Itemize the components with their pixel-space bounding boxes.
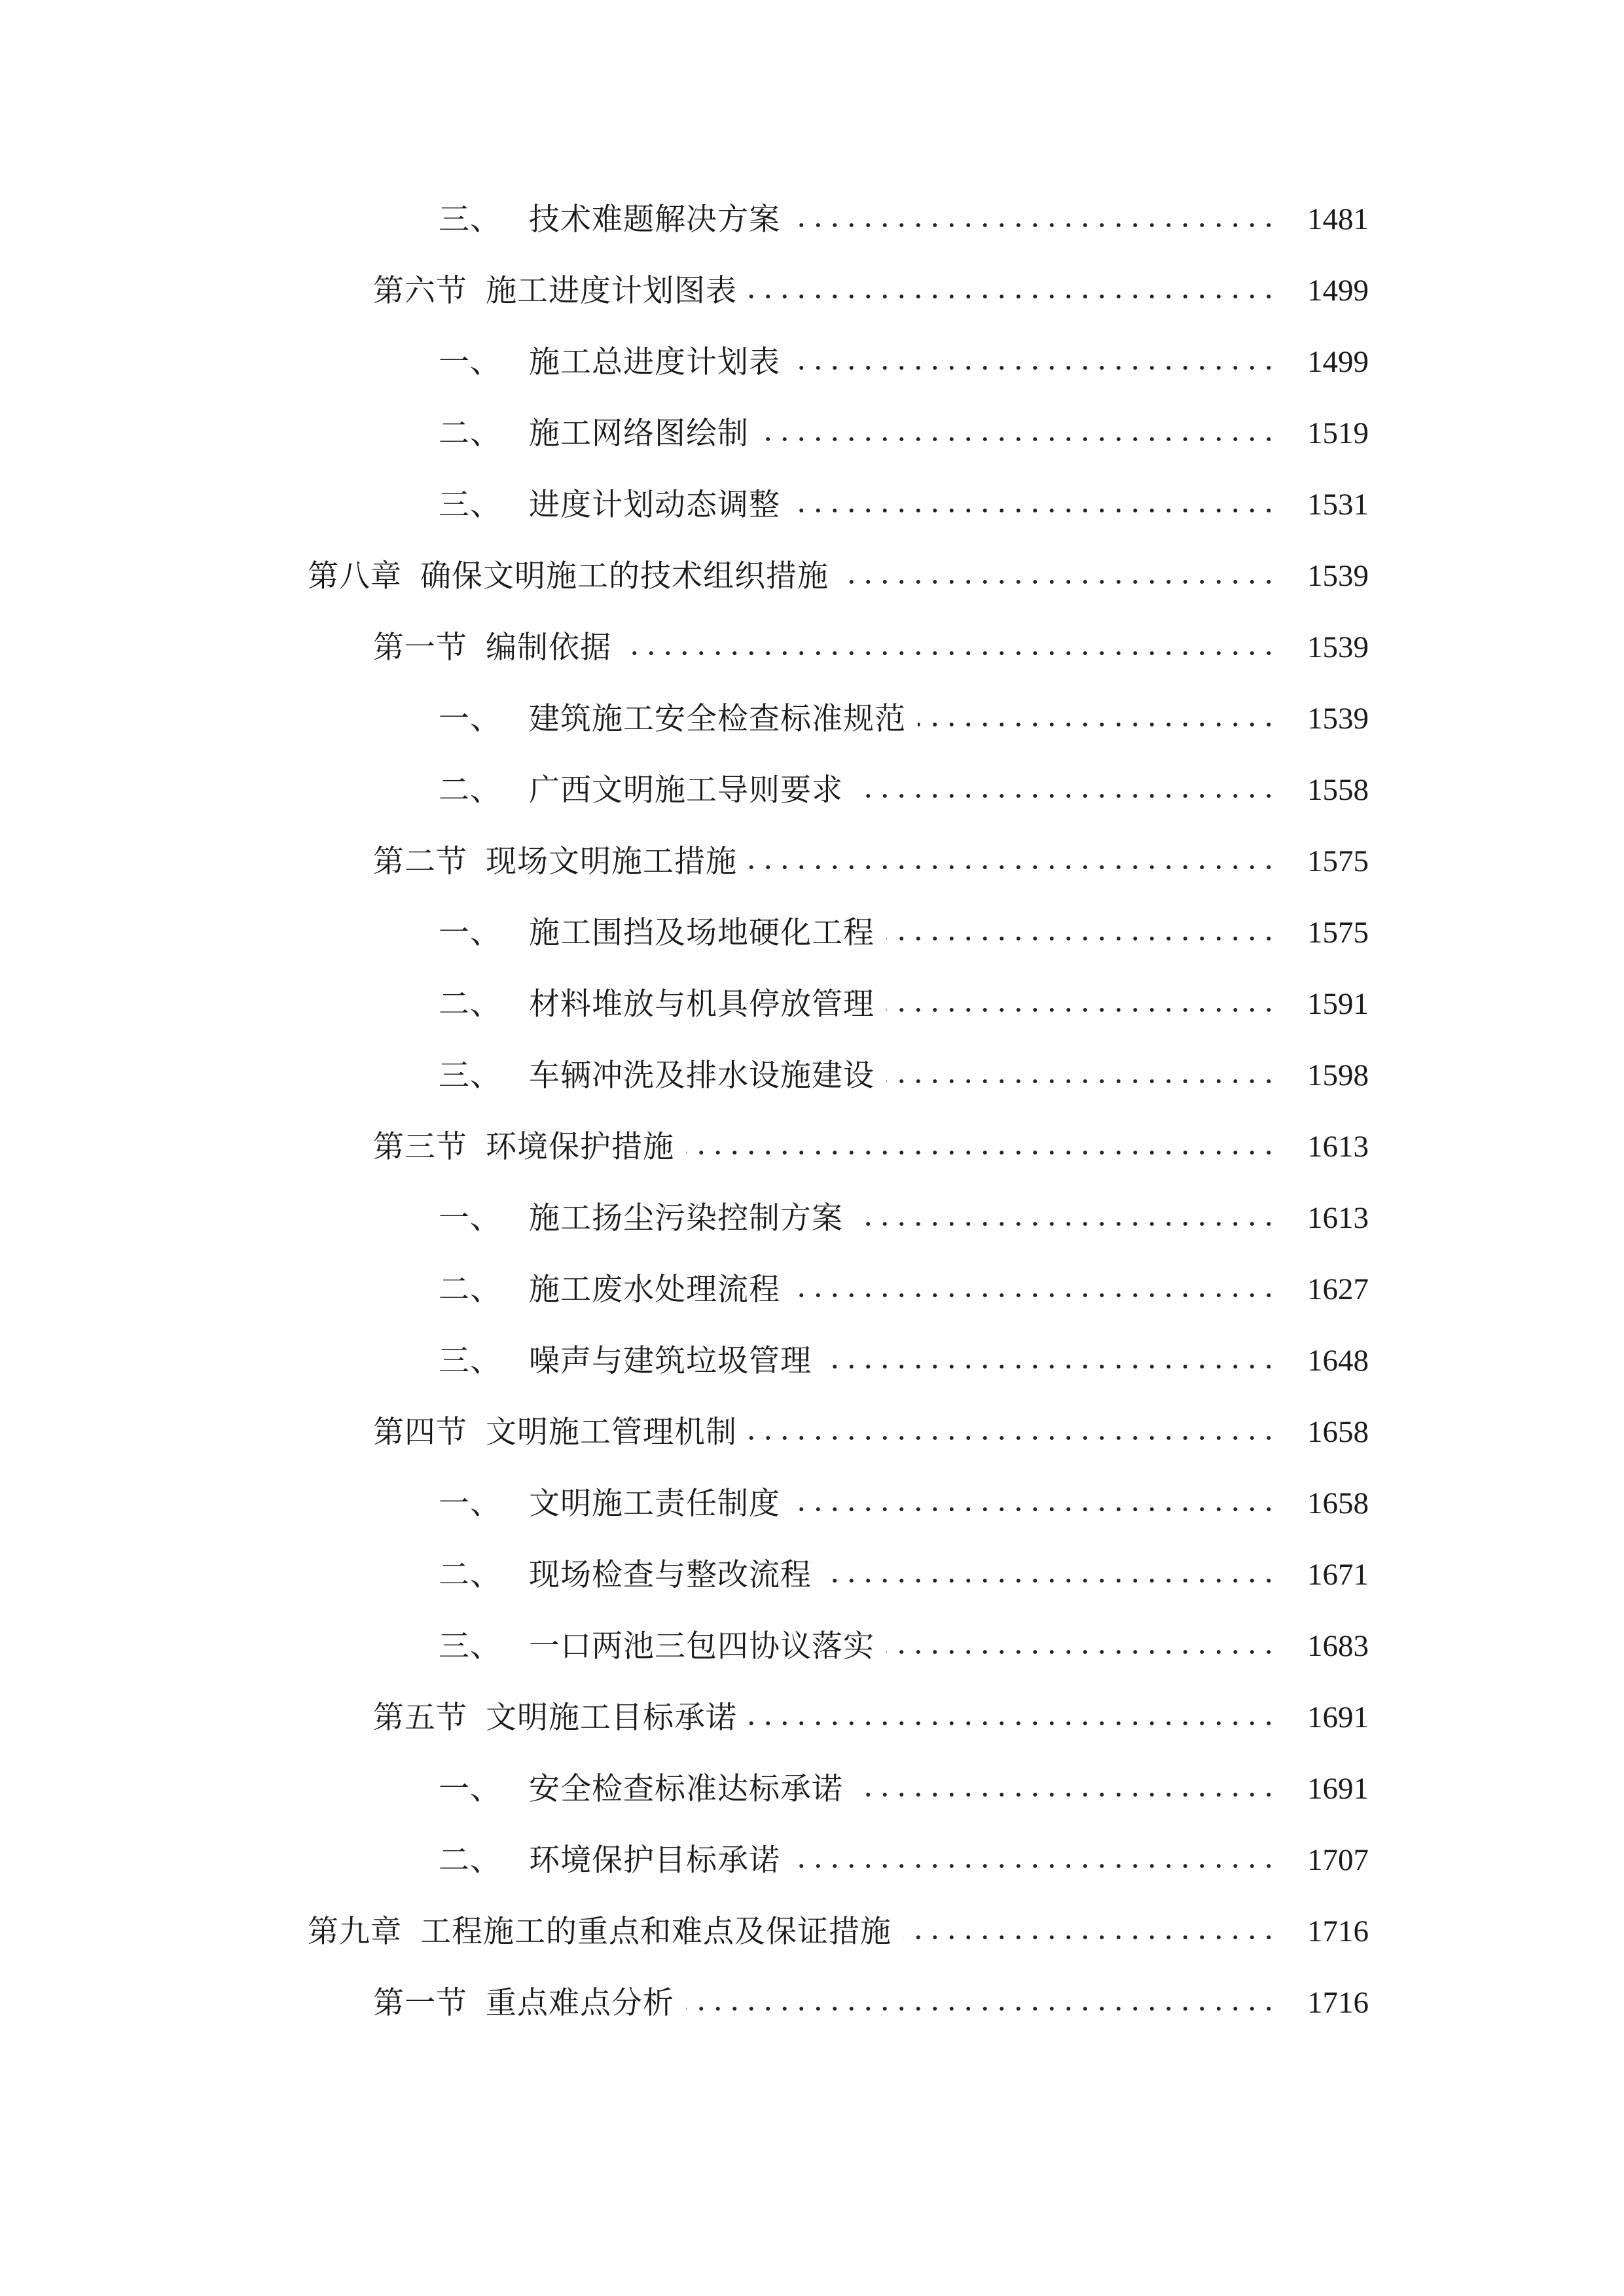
toc-entry-page: 1683 [1307, 1628, 1369, 1663]
toc-entry-number: 第八章 [308, 558, 402, 594]
dot-leader [855, 792, 1277, 800]
toc-entry[interactable] [373, 1111, 1369, 1183]
toc-entry-page: 1658 [1307, 1486, 1369, 1520]
toc-entry-label [373, 1699, 749, 1736]
toc-entry-number: 三、 [439, 486, 501, 523]
toc-entry-title: 环境保护措施 [486, 1128, 674, 1165]
dot-leader [886, 1006, 1277, 1014]
toc-entry-number: 二、 [439, 1842, 501, 1878]
dot-leader [686, 1149, 1277, 1157]
toc-entry-number: 三、 [439, 201, 501, 238]
dot-leader [749, 863, 1277, 871]
toc-entry-label [439, 1342, 823, 1379]
toc-entry-page: 1691 [1307, 1771, 1369, 1806]
dot-leader [749, 1434, 1277, 1442]
dot-leader [761, 435, 1277, 443]
toc-entry-label [373, 272, 749, 309]
toc-entry-page: 1558 [1307, 772, 1369, 807]
toc-entry[interactable] [439, 1610, 1369, 1682]
toc-entry-title: 一口两池三包四协议落实 [529, 1628, 875, 1664]
toc-entry-page: 1671 [1307, 1557, 1369, 1592]
toc-entry-page: 1627 [1307, 1272, 1369, 1306]
toc-entry-label [439, 1057, 886, 1094]
toc-entry-page: 1613 [1307, 1129, 1369, 1164]
toc-entry-number: 三、 [439, 1342, 501, 1379]
toc-entry-label [439, 1271, 792, 1308]
toc-entry-page: 1519 [1307, 416, 1369, 450]
toc-entry-page: 1591 [1307, 986, 1369, 1021]
toc-entry[interactable] [439, 754, 1369, 826]
toc-entry-label [439, 201, 792, 238]
toc-entry-number: 一、 [439, 1200, 501, 1236]
toc-entry-label [373, 843, 749, 880]
toc-entry-label [373, 1984, 686, 2021]
dot-leader [792, 1291, 1277, 1299]
toc-entry[interactable] [439, 1039, 1369, 1111]
toc-entry-page: 1539 [1307, 558, 1369, 593]
toc-entry-title: 文明施工目标承诺 [486, 1699, 737, 1736]
toc-entry-number: 第三节 [373, 1128, 467, 1165]
dot-leader [823, 1577, 1277, 1585]
toc-entry-label [439, 1628, 886, 1664]
toc-entry-title: 现场检查与整改流程 [529, 1556, 812, 1593]
toc-entry-number: 二、 [439, 772, 501, 808]
toc-entry-page: 1707 [1307, 1842, 1369, 1877]
toc-entry[interactable] [439, 183, 1369, 255]
toc-entry-title: 建筑施工安全检查标准规范 [529, 700, 906, 737]
toc-entry-title: 进度计划动态调整 [529, 486, 780, 523]
toc-entry-number: 第五节 [373, 1699, 467, 1736]
toc-entry-title: 确保文明施工的技术组织措施 [420, 558, 829, 594]
toc-entry-number: 二、 [439, 1271, 501, 1308]
toc-entry[interactable] [308, 1895, 1369, 1967]
toc-entry-title: 环境保护目标承诺 [529, 1842, 780, 1878]
toc-entry-title: 施工扬尘污染控制方案 [529, 1200, 843, 1236]
toc-entry-label [439, 486, 792, 523]
toc-entry-page: 1531 [1307, 487, 1369, 522]
toc-entry-label [373, 1414, 749, 1450]
dot-leader [792, 364, 1277, 372]
dot-leader [855, 1791, 1277, 1799]
toc-entry[interactable] [439, 1753, 1369, 1825]
toc-entry-number: 三、 [439, 1628, 501, 1664]
toc-entry-number: 三、 [439, 1057, 501, 1094]
toc-entry-number: 二、 [439, 415, 501, 452]
toc-entry-title: 噪声与建筑垃圾管理 [529, 1342, 812, 1379]
dot-leader [918, 721, 1277, 728]
toc-entry-label [439, 344, 792, 380]
toc-entry-title: 工程施工的重点和难点及保证措施 [420, 1913, 892, 1950]
toc-entry-page: 1481 [1307, 202, 1369, 236]
toc-entry-number: 第一节 [373, 629, 467, 666]
dot-leader [792, 221, 1277, 229]
toc-entry-label [308, 1913, 903, 1950]
toc-entry-title: 施工废水处理流程 [529, 1271, 780, 1308]
toc-entry-label [439, 415, 761, 452]
toc-entry-title: 施工网络图绘制 [529, 415, 749, 452]
dot-leader [903, 1933, 1277, 1941]
dot-leader [792, 1505, 1277, 1513]
dot-leader [749, 293, 1277, 300]
toc-entry-title: 车辆冲洗及排水设施建设 [529, 1057, 875, 1094]
toc-entry-title: 编制依据 [486, 629, 611, 666]
toc-entry-label [439, 986, 886, 1022]
toc-entry-number: 第六节 [373, 272, 467, 309]
toc-entry-number: 一、 [439, 1485, 501, 1522]
toc-entry-label [439, 772, 855, 808]
toc-entry-number: 一、 [439, 1770, 501, 1807]
toc-entry-page: 1691 [1307, 1700, 1369, 1734]
toc-entry-title: 施工围挡及场地硬化工程 [529, 914, 875, 951]
toc-entry-number: 二、 [439, 986, 501, 1022]
toc-entry-label [439, 1485, 792, 1522]
dot-leader [686, 2005, 1277, 2013]
toc-entry-number: 第一节 [373, 1984, 467, 2021]
toc-entry[interactable] [439, 968, 1369, 1040]
toc-entry[interactable] [373, 1681, 1369, 1753]
toc-entry[interactable] [373, 825, 1369, 897]
toc-entry-page: 1575 [1307, 844, 1369, 878]
dot-leader [886, 1648, 1277, 1656]
toc-entry[interactable] [439, 683, 1369, 755]
toc-entry-title: 重点难点分析 [486, 1984, 674, 2021]
toc-entry[interactable] [373, 255, 1369, 327]
toc-entry-title: 文明施工管理机制 [486, 1414, 737, 1450]
toc-entry[interactable] [373, 611, 1369, 683]
toc-entry-number: 第二节 [373, 843, 467, 880]
toc-entry-title: 现场文明施工措施 [486, 843, 737, 880]
toc-entry-number: 一、 [439, 700, 501, 737]
toc-entry-number: 二、 [439, 1556, 501, 1593]
toc-entry-title: 施工总进度计划表 [529, 344, 780, 380]
toc-entry-page: 1499 [1307, 273, 1369, 308]
toc-entry-title: 技术难题解决方案 [529, 201, 780, 238]
toc-entry-page: 1499 [1307, 344, 1369, 379]
dot-leader [792, 507, 1277, 514]
toc-entry-page: 1598 [1307, 1058, 1369, 1092]
toc-entry[interactable] [439, 469, 1369, 541]
toc-entry-label [308, 558, 840, 594]
dot-leader [840, 578, 1277, 586]
toc-entry[interactable] [439, 1539, 1369, 1611]
toc-entry[interactable] [373, 1396, 1369, 1468]
dot-leader [623, 649, 1277, 657]
toc-entry[interactable] [439, 1253, 1369, 1325]
toc-entry-page: 1716 [1307, 1914, 1369, 1948]
toc-entry-title: 广西文明施工导则要求 [529, 772, 843, 808]
toc-entry[interactable] [439, 1325, 1369, 1397]
toc-entry-page: 1648 [1307, 1343, 1369, 1378]
toc-entry-title: 材料堆放与机具停放管理 [529, 986, 875, 1022]
toc-entry[interactable] [439, 397, 1369, 469]
toc-entry-label [439, 1200, 855, 1236]
toc-entry-label [439, 1842, 792, 1878]
toc-entry-page: 1658 [1307, 1414, 1369, 1449]
dot-leader [749, 1719, 1277, 1727]
toc-entry[interactable] [373, 1967, 1369, 2039]
toc-entry-page: 1575 [1307, 915, 1369, 950]
toc-entry[interactable] [439, 1824, 1369, 1896]
dot-leader [886, 935, 1277, 942]
toc-entry-label [439, 1556, 823, 1593]
toc-entry-title: 安全检查标准达标承诺 [529, 1770, 843, 1807]
toc-entry-page: 1539 [1307, 701, 1369, 736]
toc-entry[interactable] [308, 540, 1369, 612]
toc-entry-number: 第九章 [308, 1913, 402, 1950]
toc-entry-label [439, 700, 918, 737]
toc-entry[interactable] [439, 326, 1369, 398]
dot-leader [855, 1220, 1277, 1228]
toc-entry-number: 第四节 [373, 1414, 467, 1450]
toc-entry-label [373, 629, 623, 666]
dot-leader [792, 1862, 1277, 1870]
toc-entry-page: 1539 [1307, 630, 1369, 664]
toc-entry-title: 文明施工责任制度 [529, 1485, 780, 1522]
toc-entry-number: 一、 [439, 344, 501, 380]
toc-entry-number: 一、 [439, 914, 501, 951]
dot-leader [886, 1077, 1277, 1085]
toc-entry[interactable] [439, 1182, 1369, 1254]
toc-entry[interactable] [439, 897, 1369, 969]
toc-entry-page: 1716 [1307, 1985, 1369, 2020]
toc-entry-label [373, 1128, 686, 1165]
toc-entry-label [439, 914, 886, 951]
toc-entry-title: 施工进度计划图表 [486, 272, 737, 309]
toc-entry-page: 1613 [1307, 1200, 1369, 1235]
toc-entry-label [439, 1770, 855, 1807]
toc-entry[interactable] [439, 1467, 1369, 1539]
dot-leader [823, 1363, 1277, 1371]
